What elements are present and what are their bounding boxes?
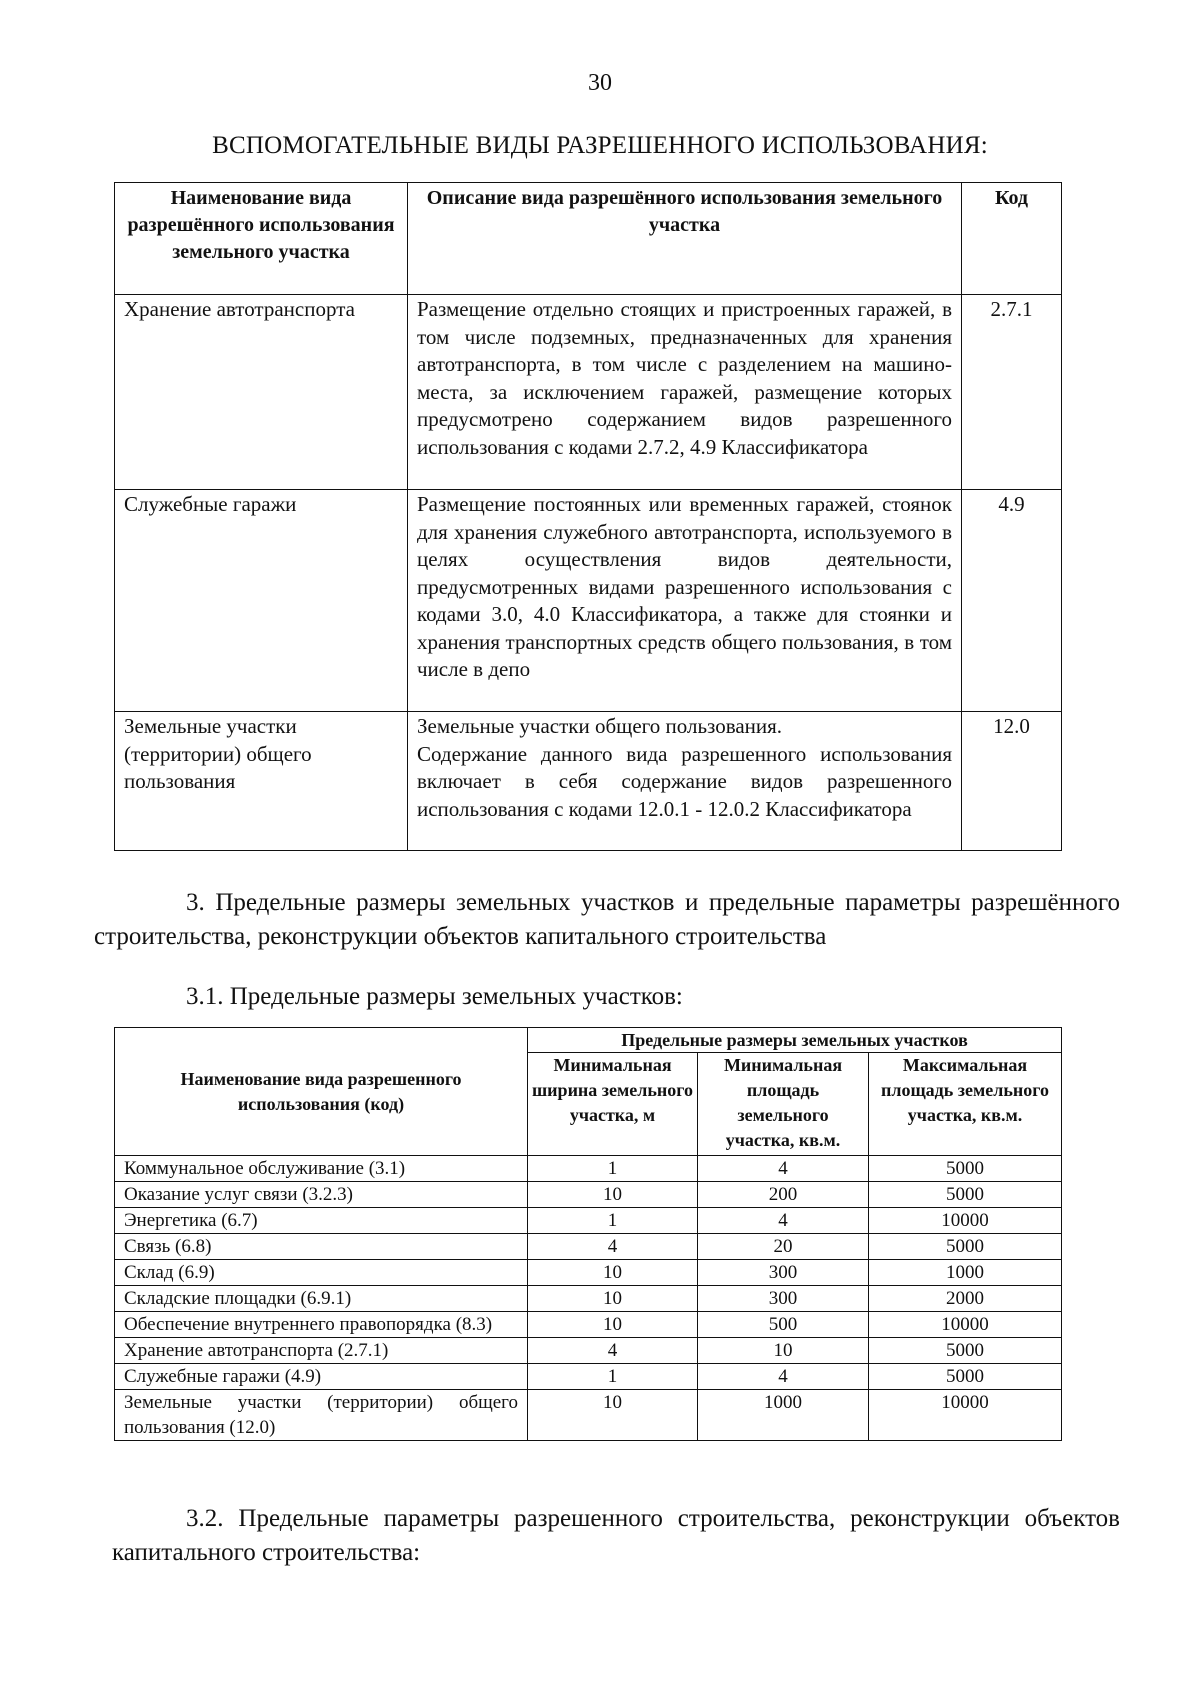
section-heading: ВСПОМОГАТЕЛЬНЫЕ ВИДЫ РАЗРЕШЕННОГО ИСПОЛЬЗОВАНИЯ: — [212, 132, 988, 159]
table-row — [115, 1260, 1062, 1286]
use-name: Служебные гаражи (4.9) — [115, 1364, 528, 1390]
max-area-value: 10000 — [869, 1208, 1062, 1234]
table-row — [115, 1156, 1062, 1182]
use-name: Коммунальное обслуживание (3.1) — [115, 1156, 528, 1182]
use-name: Земельные участки (территории) общего пользования — [115, 712, 408, 851]
table-row — [115, 1364, 1062, 1390]
use-description: Размещение постоянных или временных гаражей, стоянок для хранения служебного автотранспорта, используемого в целях осуществления видов деятельности, предусмотренных видами разрешенного использования с кодами 3.0, 4.0 Классификатора, а также для стоянки и хранения транспортных средств общего пользования, в том числе в депо — [408, 490, 962, 712]
column-header-description: Описание вида разрешённого использования земельного участка — [408, 183, 962, 295]
max-area-value: 5000 — [869, 1156, 1062, 1182]
min-area-value: 500 — [698, 1312, 869, 1338]
max-area-value: 2000 — [869, 1286, 1062, 1312]
use-description — [408, 712, 962, 851]
table-header-row — [115, 183, 1062, 295]
use-code: 12.0 — [962, 712, 1062, 851]
min-width-value: 10 — [528, 1260, 698, 1286]
use-name: Хранение автотранспорта (2.7.1) — [115, 1338, 528, 1364]
column-header-name: Наименование вида разрешённого использования земельного участка — [115, 183, 408, 295]
max-area-value: 10000 — [869, 1312, 1062, 1338]
use-description: Размещение отдельно стоящих и пристроенных гаражей, в том числе подземных, предназначенных для хранения автотранспорта, в том числе с разделением на машино-места, за исключением гаражей, размещение которых предусмотрено содержанием видов разрешенного использования с кодами 2.7.2, 4.9 Классификатора — [408, 295, 962, 490]
min-area-value: 4 — [698, 1364, 869, 1390]
plot-sizes-table — [114, 1027, 1062, 1441]
use-description-line: Земельные участки общего пользования. — [417, 714, 783, 738]
min-area-value: 4 — [698, 1208, 869, 1234]
max-area-value: 5000 — [869, 1182, 1062, 1208]
min-area-value: 300 — [698, 1260, 869, 1286]
table-row — [115, 1338, 1062, 1364]
min-width-value: 10 — [528, 1390, 698, 1441]
min-area-value: 200 — [698, 1182, 869, 1208]
min-width-value: 1 — [528, 1208, 698, 1234]
table-row — [115, 1312, 1062, 1338]
min-area-value: 4 — [698, 1156, 869, 1182]
max-area-value: 5000 — [869, 1234, 1062, 1260]
min-area-value: 300 — [698, 1286, 869, 1312]
use-name: Складские площадки (6.9.1) — [115, 1286, 528, 1312]
min-area-value: 20 — [698, 1234, 869, 1260]
use-code: 4.9 — [962, 490, 1062, 712]
min-width-value: 4 — [528, 1338, 698, 1364]
table-row — [115, 490, 1062, 712]
use-name: Связь (6.8) — [115, 1234, 528, 1260]
use-name: Хранение автотранспорта — [115, 295, 408, 490]
min-width-value: 1 — [528, 1156, 698, 1182]
use-code: 2.7.1 — [962, 295, 1062, 490]
min-area-value: 1000 — [698, 1390, 869, 1441]
use-name: Обеспечение внутреннего правопорядка (8.3) — [115, 1312, 528, 1338]
min-width-value: 1 — [528, 1364, 698, 1390]
min-width-value: 10 — [528, 1312, 698, 1338]
section-3-1-paragraph: 3.1. Предельные размеры земельных участков: — [186, 983, 683, 1010]
max-area-value: 5000 — [869, 1364, 1062, 1390]
page-number: 30 — [588, 70, 612, 96]
use-description-line: Содержание данного вида разрешенного использования включает в себя содержание видов разрешенного использования с кодами 12.0.1 - 12.0.2 Классификатора — [417, 741, 952, 821]
column-header-min-width: Минимальная ширина земельного участка, м — [528, 1053, 698, 1156]
table-row — [115, 1208, 1062, 1234]
section-3-paragraph: 3. Предельные размеры земельных участков и предельные параметры разрешённого строительства, реконструкции объектов капитального строительства — [94, 889, 1120, 950]
column-header-max-area: Максимальная площадь земельного участка, кв.м. — [869, 1053, 1062, 1156]
use-name: Земельные участки (территории) общего пользования (12.0) — [115, 1390, 528, 1441]
column-group-header: Предельные размеры земельных участков — [528, 1028, 1062, 1053]
min-width-value: 10 — [528, 1182, 698, 1208]
use-name: Энергетика (6.7) — [115, 1208, 528, 1234]
use-name: Склад (6.9) — [115, 1260, 528, 1286]
section-3-2-paragraph: 3.2. Предельные параметры разрешенного строительства, реконструкции объектов капитального строительства: — [112, 1505, 1120, 1566]
use-name: Служебные гаражи — [115, 490, 408, 712]
max-area-value: 1000 — [869, 1260, 1062, 1286]
table-row — [115, 1182, 1062, 1208]
column-header-name: Наименование вида разрешенного использования (код) — [115, 1028, 528, 1156]
column-header-min-area: Минимальная площадь земельного участка, кв.м. — [698, 1053, 869, 1156]
min-width-value: 4 — [528, 1234, 698, 1260]
table-row — [115, 1390, 1062, 1441]
min-width-value: 10 — [528, 1286, 698, 1312]
table-row — [115, 712, 1062, 851]
permitted-uses-table — [114, 182, 1062, 851]
table-row — [115, 1234, 1062, 1260]
table-row — [115, 295, 1062, 490]
max-area-value: 10000 — [869, 1390, 1062, 1441]
table-row — [115, 1286, 1062, 1312]
min-area-value: 10 — [698, 1338, 869, 1364]
use-name: Оказание услуг связи (3.2.3) — [115, 1182, 528, 1208]
max-area-value: 5000 — [869, 1338, 1062, 1364]
table-header-row — [115, 1028, 1062, 1053]
column-header-code: Код — [962, 183, 1062, 295]
